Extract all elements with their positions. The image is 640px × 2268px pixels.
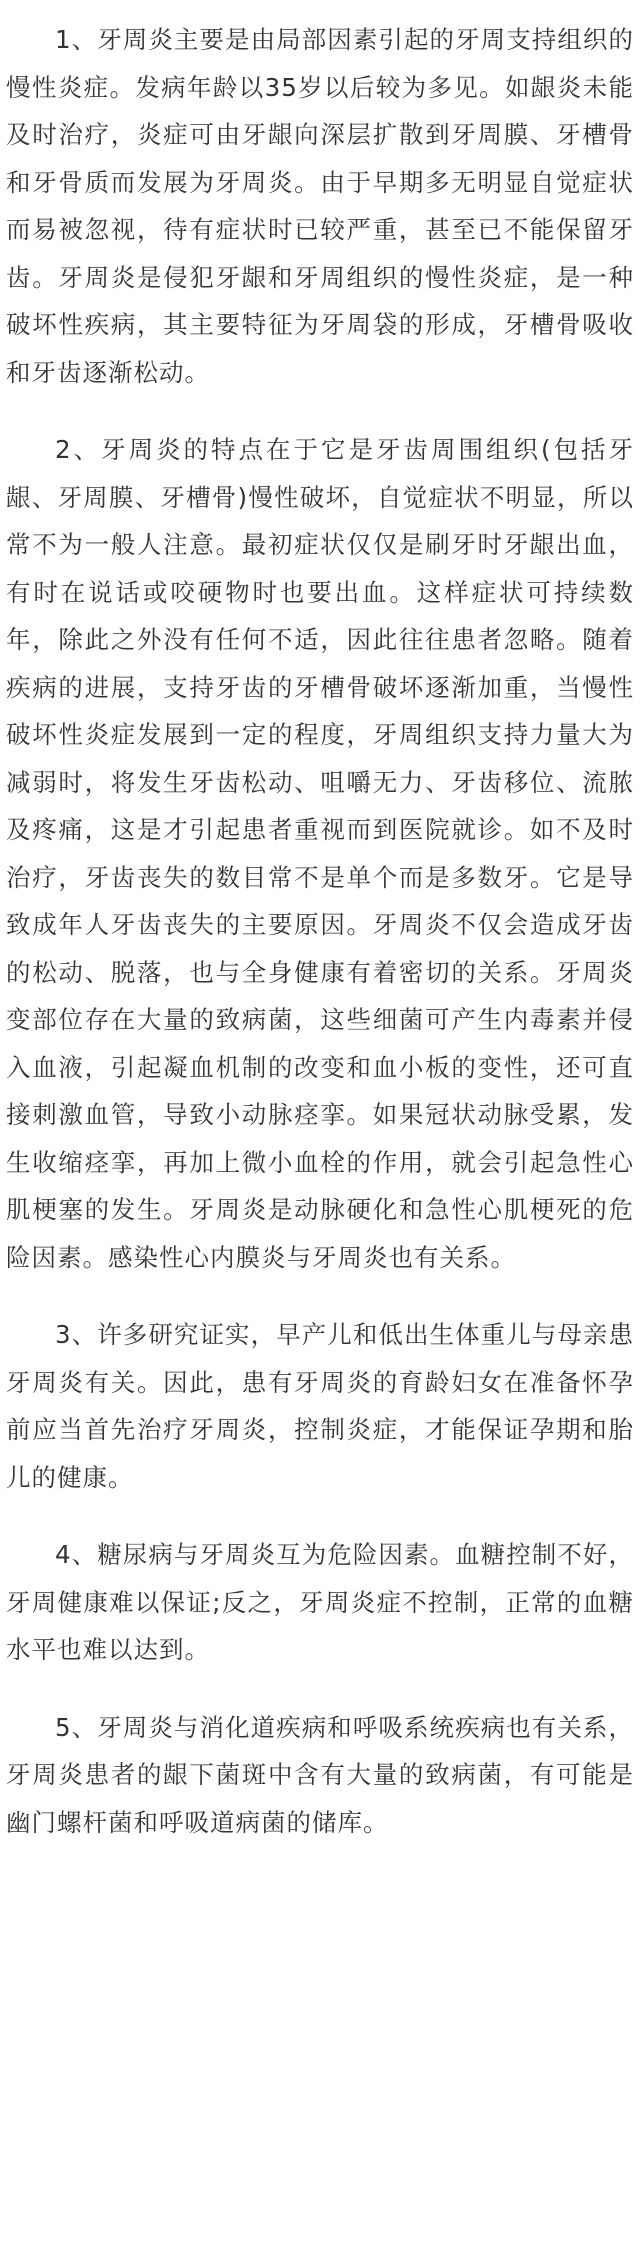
paragraph-2: 2、牙周炎的特点在于它是牙齿周围组织(包括牙龈、牙周膜、牙槽骨)慢性破坏，自觉症状不明显，所以常不为一般人注意。最初症状仅仅是刷牙时牙龈出血，有时在说话或咬硬物时也要出血。这样症状可持续数年，除此之外没有任何不适，因此往往患者忽略。随着疾病的进展，支持牙齿的牙槽骨破坏逐渐加重，当慢性破坏性炎症发展到一定的程度，牙周组织支持力量大为减弱时，将发生牙齿松动、咀嚼无力、牙齿移位、流脓及疼痛，这是才引起患者重视而到医院就诊。如不及时治疗，牙齿丧失的数目常不是单个而是多数牙。它是导致成年人牙齿丧失的主要原因。牙周炎不仅会造成牙齿的松动、脱落，也与全身健康有着密切的关系。牙周炎变部位存在大量的致病菌，这些细菌可产生内毒素并侵入血液，引起凝血机制的改变和血小板的变性，还可直接刺激血管，导致小动脉痉挛。如果冠状动脉受累，发生收缩痉挛，再加上微小血栓的作用，就会引起急性心肌梗塞的发生。牙周炎是动脉硬化和急性心肌梗死的危险因素。感染性心内膜炎与牙周炎也有关系。 <box>6 435 634 1272</box>
paragraph-5: 5、牙周炎与消化道疾病和呼吸系统疾病也有关系，牙周炎患者的龈下菌斑中含有大量的致病菌，有可能是幽门螺杆菌和呼吸道病菌的储库。 <box>6 1712 634 1837</box>
paragraph-4: 4、糖尿病与牙周炎互为危险因素。血糖控制不好，牙周健康难以保证;反之，牙周炎症不控制，正常的血糖水平也难以达到。 <box>6 1540 634 1664</box>
paragraph-3: 3、许多研究证实，早产儿和低出生体重儿与母亲患牙周炎有关。因此，患有牙周炎的育龄妇女在准备怀孕前应当首先治疗牙周炎，控制炎症，才能保证孕期和胎儿的健康。 <box>6 1320 634 1492</box>
paragraph-1: 1、牙周炎主要是由局部因素引起的牙周支持组织的慢性炎症。发病年龄以35岁以后较为多见。如龈炎未能及时治疗，炎症可由牙龈向深层扩散到牙周膜、牙槽骨和牙骨质而发展为牙周炎。由于早期多无明显自觉症状而易被忽视，待有症状时已较严重，甚至已不能保留牙齿。牙周炎是侵犯牙龈和牙周组织的慢性炎症，是一种破坏性疾病，其主要特征为牙周袋的形成，牙槽骨吸收和牙齿逐渐松动。 <box>6 25 634 387</box>
